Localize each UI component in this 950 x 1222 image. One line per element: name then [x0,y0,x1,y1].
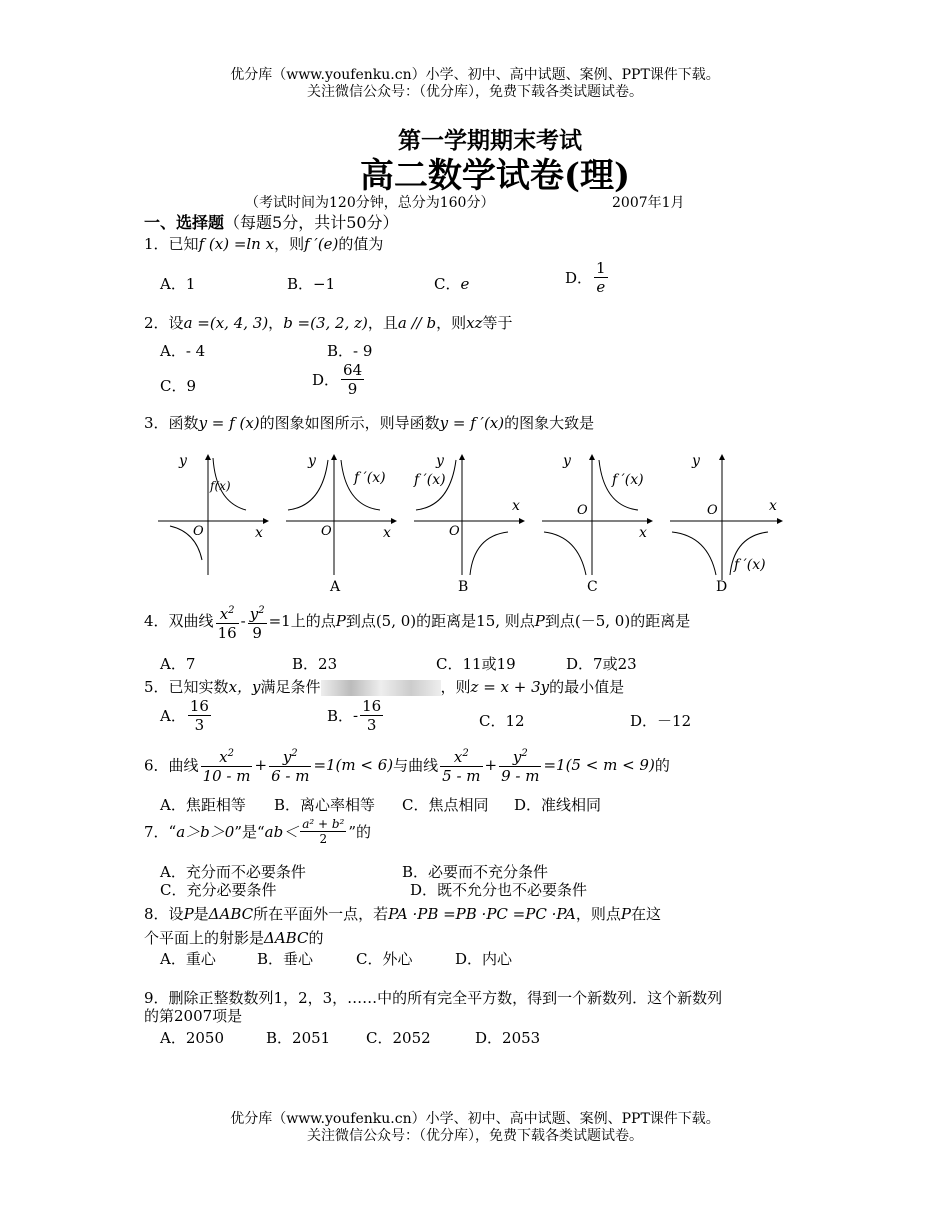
q7-option-c: C．充分必要条件 [160,881,277,899]
q7-number: 7． [144,823,169,841]
q5-option-d: D．－12 [630,712,692,730]
q1-d-num: 1 [596,259,606,277]
q5-option-c: C．12 [479,712,525,730]
q6-pre: 曲线 [168,756,199,775]
q2-d-den: 9 [347,380,358,398]
footer-line-1: 优分库（www.youfenku.cn）小学、初中、高中试题、案例、PPT课件下载。 [230,1111,720,1127]
exam-date: 2007年1月 [612,195,685,211]
graphC-func-label: f ′(x) [612,472,644,488]
q6-x2: x [453,748,463,766]
q2-parallel: a // b [397,314,437,332]
q9-option-d: D．2053 [475,1029,541,1047]
graphC-y-label: y [563,453,571,469]
graphD-x-label: x [769,498,777,514]
section-note: （每题5分，共计50分） [224,213,399,232]
q5-b-label: B． [327,707,354,725]
section-heading [144,210,399,233]
graph0-y-label: y [179,453,187,469]
graph-option-a [286,453,396,595]
q5-pre: 已知实数 [168,678,229,696]
q5-option-a [160,697,213,734]
q1-fx: f (x) =ln x [198,235,275,253]
question-1 [144,233,383,254]
q8-abc-2: ΔABC [264,929,309,947]
q7-open: “ [168,822,177,841]
q7-cond: a＞b＞0 [176,823,235,841]
q1-number: 1． [144,235,169,253]
graphB-label: B [458,579,469,595]
q6-x1-exp: 2 [227,748,234,759]
q6-y2-exp: 2 [521,748,528,759]
q1-option-b: B．−1 [287,275,336,293]
q7-num: a² + b² [302,817,345,831]
q4-post: 上的点 [290,612,336,630]
graph0-x-label: x [255,525,263,541]
q7-option-a: A．充分而不必要条件 [160,863,306,881]
q6-option-a: A．焦距相等 [160,796,246,814]
q4-x: x [219,605,229,623]
q9-option-a: A．2050 [160,1029,225,1047]
q4-y: y [249,605,259,623]
q3-pre: 函数 [168,414,199,432]
q2-sep2: ，且 [367,314,398,332]
q1-pre: 已知 [168,235,199,253]
graph0-origin: O [193,524,204,539]
q6-option-d: D．准线相同 [514,796,602,814]
q4-option-a: A．7 [160,655,196,673]
q6-y2: y [512,748,522,766]
q9-option-c: C．2052 [366,1029,431,1047]
q2-sep1: ， [268,314,284,332]
q5-z: z = x + 3y [470,678,550,696]
q3-number: 3． [144,414,169,432]
q6-den2: 6 - m [271,767,310,785]
q6-post: 的 [654,756,670,775]
graphD-func-label: f ′(x) [734,557,766,573]
q4-option-d: D．7或23 [566,655,637,673]
question-9: 9．删除正整数数列1，2，3，……中的所有完全平方数，得到一个新数列．这个新数列 [144,989,723,1007]
q8-t1: 是 [193,905,209,923]
q1-option-d [565,259,610,296]
q2-vector-a: a =(x, 4, 3) [183,314,269,332]
q1-option-a: A．1 [160,275,196,293]
q8-abc: ΔABC [208,905,254,923]
q1-mid: ，则 [274,235,305,253]
q6-number: 6． [144,756,169,775]
q8-option-c: C．外心 [356,950,413,968]
exam-info: （考试时间为120分钟，总分为160分） [245,195,495,211]
q3-expr1: y = f (x) [198,414,260,432]
graphB-func-label: f ′(x) [414,472,446,488]
q7-ab: ab＜ [264,823,299,841]
q4-option-c: C．11或19 [436,655,516,673]
q5-vars: x，y [228,678,261,696]
question-4 [144,602,690,642]
graph0-func-label: f(x) [210,479,231,493]
q3-post: 的图象大致是 [504,414,595,432]
question-6 [144,745,670,785]
q2-sep3: ，则 [436,314,467,332]
q2-text-a: 设 [168,314,184,332]
q7-option-d: D．既不允分也不必要条件 [410,881,588,899]
q2-vector-b: b =(3, 2, z) [283,314,368,332]
q7-option-b: B．必要而不充分条件 [402,863,549,881]
q4-t2: 到点(－5, 0)的距离是 [544,612,691,630]
q4-minus: - [240,612,246,630]
question-8-line-2 [144,927,323,948]
graphC-label: C [587,579,598,595]
graphA-y-label: y [308,453,316,469]
question-7 [144,817,371,846]
q4-pre: 双曲线 [168,612,214,630]
q7-end: ”的 [348,823,372,841]
header-line-2: 关注微信公众号：（优分库），免费下载各类试题试卷。 [307,84,643,100]
question-2 [144,312,513,333]
q4-number: 4． [144,612,169,630]
q6-plus1: + [254,756,268,774]
q6-option-b: B．离心率相等 [274,796,376,814]
q8-option-a: A．重心 [160,950,216,968]
q7-close: ”是“ [234,823,265,841]
graphD-y-label: y [692,453,700,469]
graphA-label: A [330,579,341,595]
q8-p-again: P [620,905,631,923]
q4-p2: P [534,612,545,630]
q8-line2a: 个平面上的射影是 [144,929,265,947]
graphD-label: D [716,579,728,595]
q6-y1-exp: 2 [291,748,298,759]
q4-y-exp: 2 [258,605,265,616]
q8-t2: 所在平面外一点，若 [253,905,389,923]
graphA-func-label: f ′(x) [354,470,386,486]
graphB-x-label: x [512,498,520,514]
q1-option-c [434,273,469,294]
q4-option-b: B．23 [292,655,338,673]
q4-den1: 16 [217,624,237,642]
graph-option-c [542,453,652,595]
q1-c-label: C． [434,275,461,293]
graph-original [158,453,268,575]
question-3 [144,412,594,433]
q8-number: 8． [144,905,169,923]
q5-b-num: 16 [362,697,382,715]
q1-fpe: f ′(e) [304,235,339,253]
q8-line2b: 的 [308,929,324,947]
q1-post: 的值为 [338,235,384,253]
q6-plus2: + [484,756,498,774]
q6-den3: 5 - m [442,767,481,785]
graphC-x-label: x [639,525,647,541]
q7-den: 2 [319,832,328,846]
question-9-line-2: 的第2007项是 [144,1007,243,1025]
q6-x1: x [219,748,228,766]
graphB-y-label: y [436,453,444,469]
q2-option-d [312,361,366,398]
graph-option-d [670,453,782,595]
q5-mid: 满足条件 [260,678,321,696]
q8-p: P [183,905,194,923]
graphA-x-label: x [383,525,391,541]
q1-c-value: e [460,275,470,293]
q8-expr: PA ·PB =PB ·PC =PC ·PA [388,905,576,923]
q5-a-num: 16 [189,697,209,715]
q8-option-b: B．垂心 [257,950,314,968]
question-8 [144,903,661,924]
q2-d-num: 64 [343,361,363,379]
q1-d-label: D． [565,269,593,287]
section-title: 一、选择题 [144,213,225,232]
q6-x2-exp: 2 [462,748,469,759]
q2-option-c: C．9 [160,377,197,395]
q4-x-exp: 2 [228,605,235,616]
graphC-origin: O [577,503,588,518]
q2-option-b: B．- 9 [327,342,373,360]
q3-mid: 的图象如图所示，则导函数 [259,414,440,432]
q6-den1: 10 - m [202,767,251,785]
q5-condition-image [321,680,441,696]
q4-t1: 到点(5, 0)的距离是15, 则点 [345,612,535,630]
q5-a-label: A． [160,707,186,725]
q2-option-a: A．- 4 [160,342,206,360]
exam-subtitle: 第一学期期末考试 [398,127,582,154]
q6-cond1: =1(m < 6) [313,756,394,774]
q8-t4: 在这 [631,905,662,923]
q5-b-den: 3 [366,716,377,734]
q1-d-den: e [594,277,608,296]
q2-number: 2． [144,314,169,332]
q4-p1: P [335,612,346,630]
q6-cond2: =1(5 < m < 9) [543,756,655,774]
q8-option-d: D．内心 [455,950,513,968]
q2-post: 等于 [482,314,513,332]
q5-number: 5． [144,678,169,696]
q2-d-label: D． [312,371,340,389]
graph-option-b [413,453,524,595]
graphB-origin: O [449,524,460,539]
q5-b-sign: - [353,706,359,725]
q6-mid: 与曲线 [393,756,439,775]
q5-a-den: 3 [194,716,205,734]
q5-post: ，则 [440,678,471,696]
q5-post2: 的最小值是 [549,678,625,696]
q3-graphs [150,440,800,600]
question-5 [144,676,624,697]
q9-option-b: B．2051 [266,1029,331,1047]
header-line-1: 优分库（www.youfenku.cn）小学、初中、高中试题、案例、PPT课件下载。 [230,67,720,83]
q6-option-c: C．焦点相同 [402,796,489,814]
exam-title: 高二数学试卷(理) [359,156,631,196]
q2-xz: xz [466,314,483,332]
q4-eq: =1 [268,612,291,630]
graphA-origin: O [321,524,332,539]
graphD-origin: O [707,503,718,518]
q5-option-b [327,697,385,734]
q6-y1: y [282,748,292,766]
q6-den4: 9 - m [501,767,540,785]
footer-line-2: 关注微信公众号：（优分库），免费下载各类试题试卷。 [307,1128,643,1144]
q8-pre: 设 [168,905,184,923]
q8-t3: ，则点 [575,905,621,923]
q3-expr2: y = f ′(x) [439,414,505,432]
q4-den2: 9 [252,624,262,642]
